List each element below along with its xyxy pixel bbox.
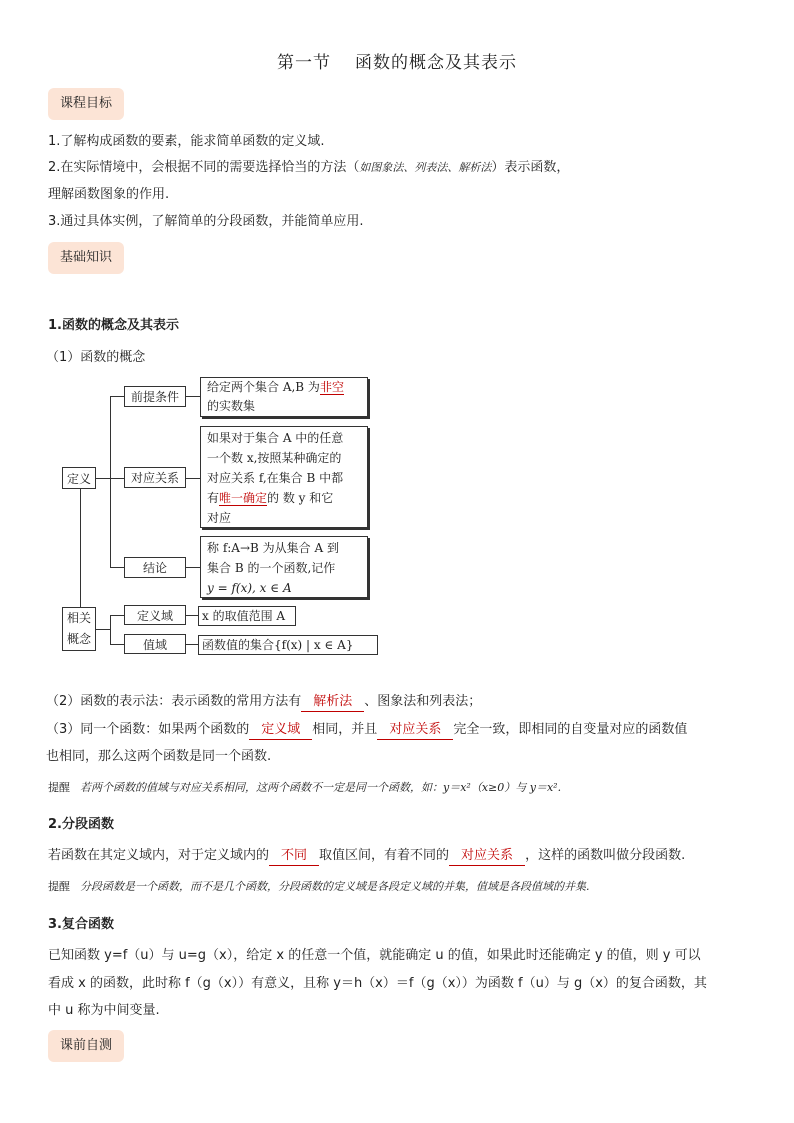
section-1-heading: 1.函数的概念及其表示 — [48, 318, 179, 333]
blank-domain: 定义域 — [249, 721, 312, 740]
section-3-line-1: 已知函数 y=f（u）与 u=g（x），给定 x 的任意一个值，就能确定 u 的值，如果此时还能确定 y 的值，则 y 可以 — [48, 948, 701, 963]
blank-analytic-method: 解析法 — [301, 693, 364, 712]
diagram-correspondence-text: 如果对于集合 A 中的任意 一个数 x,按照某种确定的 对应关系 f,在集合 B 中都 有唯一确定的 数 y 和它 对应 — [200, 426, 368, 528]
diagram-connector — [186, 396, 200, 397]
section-1-sub2: （2）函数的表示法：表示函数的常用方法有 解析法 、图象法和列表法； — [46, 693, 481, 712]
section-3-heading: 3.复合函数 — [48, 917, 114, 932]
diagram-connector — [186, 615, 198, 616]
diagram-domain-text: x 的取值范围 A — [198, 606, 296, 626]
diagram-domain-label: 定义域 — [124, 605, 186, 625]
diagram-connector — [96, 478, 110, 479]
diagram-connector — [186, 567, 200, 568]
diagram-connector — [110, 615, 111, 644]
page-title — [0, 48, 794, 73]
goal-2-cont: 理解函数图象的作用. — [48, 187, 170, 202]
premise-keyword-nonempty: 非空 — [319, 380, 344, 394]
diagram-connector — [96, 629, 110, 630]
goal-2-tail: ）表示函数， — [491, 160, 570, 175]
tip-2: 提醒 分段函数是一个函数，而不是几个函数，分段函数的定义域是各段定义域的并集，值域是各段值域的并集. — [48, 880, 590, 893]
diagram-connector — [186, 644, 198, 645]
blank-different: 不同 — [269, 847, 319, 866]
tip-1: 提醒 若两个函数的值域与对应关系相同，这两个函数不一定是同一个函数，如：y＝x²（x≥0）与 y＝x². — [48, 781, 562, 794]
blank-correspondence-2: 对应关系 — [449, 847, 525, 866]
diagram-connector — [110, 396, 111, 567]
diagram-connector — [110, 644, 124, 645]
diagram-root-definition: 定义 — [62, 467, 96, 489]
diagram-connector — [110, 478, 124, 479]
blank-correspondence: 对应关系 — [377, 721, 453, 740]
title-text: 函数的概念及其表示 — [355, 53, 517, 73]
diagram-connector — [186, 478, 200, 479]
section-1-sub3-cont: 也相同，那么这两个函数是同一个函数. — [46, 749, 272, 764]
diagram-connector — [110, 396, 124, 397]
goal-3: 3.通过具体实例，了解简单的分段函数，并能简单应用. — [48, 214, 364, 229]
diagram-connector — [110, 567, 124, 568]
diagram-premise-label: 前提条件 — [124, 386, 186, 407]
tip-label: 提醒 — [48, 880, 70, 893]
goal-2 — [48, 159, 569, 177]
diagram-correspondence-label: 对应关系 — [124, 467, 186, 488]
goal-2-methods: 如图象法、列表法、解析法 — [359, 161, 492, 174]
section-3-line-2: 看成 x 的函数，此时称 f（g（x））有意义，且称 y＝h（x）＝f（g（x））为函数 f（u）与 g（x）的复合函数，其 — [48, 976, 707, 991]
goal-1: 1.了解构成函数的要素，能求简单函数的定义域. — [48, 134, 325, 149]
title-section-number: 第一节 — [277, 53, 331, 73]
diagram-conclusion-text: 称 f:A→B 为从集合 A 到 集合 B 的一个函数,记作 y = f(x), x ∈ A — [200, 536, 368, 598]
badge-basic-knowledge: 基础知识 — [48, 242, 124, 274]
section-1-sub1: （1）函数的概念 — [46, 350, 146, 365]
badge-course-goal: 课程目标 — [48, 88, 124, 120]
diagram-connector — [80, 489, 81, 607]
diagram-connector — [110, 615, 124, 616]
section-3-line-3: 中 u 称为中间变量. — [48, 1003, 160, 1018]
corr-keyword-unique: 唯一确定 — [219, 491, 268, 505]
badge-pretest: 课前自测 — [48, 1030, 124, 1062]
diagram-range-label: 值域 — [124, 634, 186, 654]
section-2-heading: 2.分段函数 — [48, 817, 114, 832]
diagram-range-text: 函数值的集合{f(x) | x ∈ A} — [198, 635, 378, 655]
goal-2-text: 2.在实际情境中，会根据不同的需要选择恰当的方法（ — [48, 160, 360, 175]
diagram-premise-text: 给定两个集合 A,B 为非空 的实数集 — [200, 377, 368, 417]
diagram-conclusion-label: 结论 — [124, 557, 186, 578]
section-1-sub3: （3）同一个函数：如果两个函数的 定义域 相同，并且 对应关系 完全一致，即相同的自变量对应的函数值 — [46, 721, 687, 740]
section-2-text: 若函数在其定义域内，对于定义域内的 不同 取值区间，有着不同的 对应关系 ，这样的函数叫做分段函数. — [48, 847, 685, 866]
tip-label: 提醒 — [48, 781, 70, 794]
diagram-related-concepts: 相关 概念 — [62, 607, 96, 651]
